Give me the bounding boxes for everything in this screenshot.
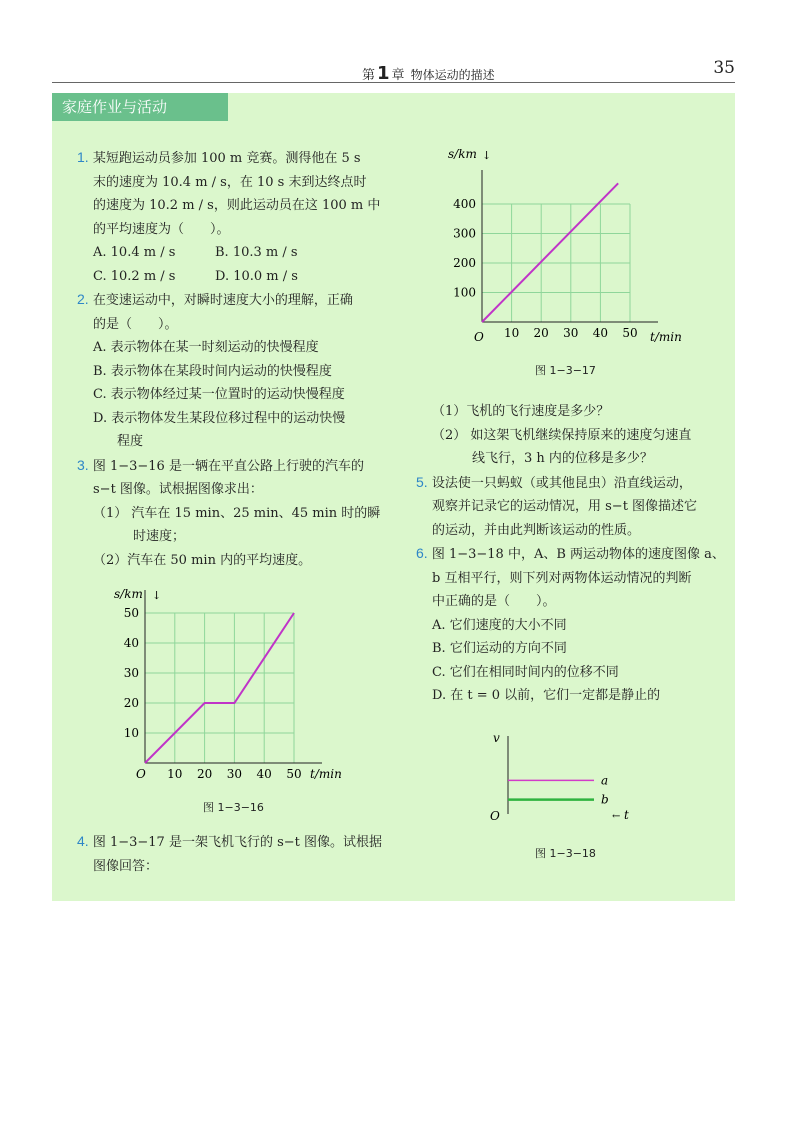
figure-1-3-16	[100, 582, 360, 782]
x-tick-label: 20	[533, 326, 549, 340]
question-4	[77, 830, 387, 878]
question-number: 2.	[77, 291, 89, 307]
x-tick-label: 30	[563, 326, 579, 340]
option-b: B. 10.3 m / s	[215, 245, 298, 260]
question-text: 中正确的是（ ）。	[432, 594, 556, 609]
option-d: D. 在 t = 0 以前，它们一定都是静止的	[432, 688, 661, 703]
question-number: 6.	[416, 545, 428, 561]
section-title: 家庭作业与活动	[52, 93, 228, 121]
question-text: 末的速度为 10.4 m / s，在 10 s 末到达终点时	[93, 174, 367, 190]
x-tick-label: 50	[286, 767, 302, 781]
y-axis-label: s/km	[114, 587, 143, 601]
question-text: 的平均速度为（ ）。	[93, 221, 230, 237]
sub-question-2-continued: 线飞行，3 h 内的位移是多少？	[472, 451, 653, 466]
question-6	[416, 542, 726, 708]
question-text: 设法使一只蚂蚁（或其他昆虫）沿直线运动，	[431, 475, 692, 491]
y-tick-label: 300	[453, 226, 476, 241]
x-axis-label: t/min	[650, 330, 682, 344]
question-text: b 互相平行，则下列对两物体运动情况的判断	[432, 570, 692, 586]
figure-caption-1-3-18: 图 1−3−18	[535, 847, 596, 860]
question-text: 在变速运动中，对瞬时速度大小的理解，正确	[92, 293, 353, 308]
x-axis-label: t	[624, 808, 629, 822]
option-c: C. 它们在相同时间内的位移不同	[432, 664, 619, 680]
question-number: 1.	[77, 149, 89, 165]
question-number: 3.	[77, 456, 89, 473]
series-a-label: a	[601, 773, 609, 788]
question-text: 图像回答：	[93, 858, 159, 874]
question-text: s−t 图像。试根据图像求出：	[93, 482, 263, 497]
option-d: D. 10.0 m / s	[215, 268, 298, 284]
question-2	[77, 288, 387, 454]
x-tick-label: 10	[503, 326, 520, 340]
figure-1-3-17	[440, 142, 700, 352]
option-c: C. 表示物体经过某一位置时的运动快慢程度	[93, 387, 345, 402]
chapter-number: 1	[377, 63, 390, 84]
y-tick-label: 50	[123, 606, 139, 620]
sub-question-1: （1） 汽车在 15 min、25 min、45 min 时的瞬	[93, 505, 381, 521]
option-b: B. 表示物体在某段时间内运动的快慢程度	[93, 363, 332, 379]
page-header	[52, 60, 735, 83]
page-number: 35	[713, 58, 735, 78]
question-1	[77, 146, 387, 288]
question-4-subs	[416, 400, 726, 471]
sub-question-2: （2） 如这架飞机继续保持原来的速度匀速直	[432, 427, 692, 443]
origin-label: O	[136, 767, 146, 781]
x-tick-label: 40	[592, 326, 609, 340]
y-tick-label: 100	[453, 285, 476, 300]
question-number: 5.	[416, 473, 428, 490]
car-s-t-line	[145, 613, 294, 763]
x-axis-label: t/min	[310, 767, 342, 781]
question-number: 4.	[77, 833, 89, 849]
option-d-continued: 程度	[117, 434, 144, 449]
question-text: 的运动，并由此判断该运动的性质。	[432, 522, 641, 538]
question-5	[416, 471, 726, 543]
right-column	[416, 400, 726, 708]
option-d: D. 表示物体发生某段位移过程中的运动快慢	[93, 410, 346, 426]
question-text: 观察并记录它的运动情况，用 s−t 图像描述它	[432, 499, 698, 514]
arrow-icon: ↓	[152, 589, 162, 602]
sub-question-1-continued: 时速度；	[133, 529, 186, 544]
y-tick-label: 20	[123, 696, 139, 710]
x-tick-label: 30	[226, 767, 243, 781]
option-a: A. 表示物体在某一时刻运动的快慢程度	[93, 340, 319, 355]
question-3	[77, 454, 387, 573]
sub-question-1: （1）飞机的飞行速度是多少？	[432, 404, 610, 419]
option-c: C. 10.2 m / s	[93, 268, 176, 284]
question-text: 图 1−3−17 是一架飞机飞行的 s−t 图像。试根据	[92, 835, 383, 850]
x-tick-label: 10	[167, 767, 183, 781]
y-axis-label: s/km	[448, 147, 477, 161]
origin-label: O	[474, 330, 484, 344]
question-text: 的是（ ）。	[93, 316, 178, 332]
chapter-suffix: 章	[391, 68, 405, 83]
question-text: 图 1−3−18 中，A、B 两运动物体的速度图像 a、	[431, 547, 725, 562]
arrow-icon: ←	[612, 811, 621, 822]
question-text: 某短跑运动员参加 100 m 竞赛。测得他在 5 s	[92, 151, 361, 166]
figure-1-3-18	[480, 728, 640, 828]
question-text: 图 1−3−16 是一辆在平直公路上行驶的汽车的	[92, 458, 364, 474]
option-a: A. 10.4 m / s	[93, 245, 176, 260]
question-text: 的速度为 10.2 m / s，则此运动员在这 100 m 中	[93, 198, 381, 213]
y-tick-label: 400	[453, 197, 476, 211]
series-b-label: b	[601, 792, 609, 807]
y-tick-label: 200	[453, 256, 476, 270]
x-tick-label: 20	[196, 767, 213, 781]
chapter-prefix: 第	[362, 68, 376, 83]
arrow-icon: ↓	[482, 149, 492, 162]
origin-label: O	[490, 809, 500, 823]
chapter-title: 物体运动的描述	[410, 68, 495, 82]
option-b: B. 它们运动的方向不同	[432, 641, 567, 656]
sub-question-2: （2）汽车在 50 min 内的平均速度。	[93, 552, 312, 568]
y-tick-label: 10	[123, 726, 139, 740]
option-a: A. 它们速度的大小不同	[432, 617, 567, 633]
y-tick-label: 30	[123, 666, 139, 680]
chart-grid	[482, 204, 630, 322]
y-tick-label: 40	[123, 636, 139, 650]
y-axis-label: v	[493, 731, 500, 745]
figure-caption-1-3-17: 图 1−3−17	[535, 364, 596, 377]
figure-caption-1-3-16: 图 1−3−16	[203, 801, 264, 814]
left-column	[77, 146, 387, 572]
chapter-heading	[362, 63, 495, 84]
x-tick-label: 50	[622, 326, 638, 340]
x-tick-label: 40	[256, 767, 272, 781]
